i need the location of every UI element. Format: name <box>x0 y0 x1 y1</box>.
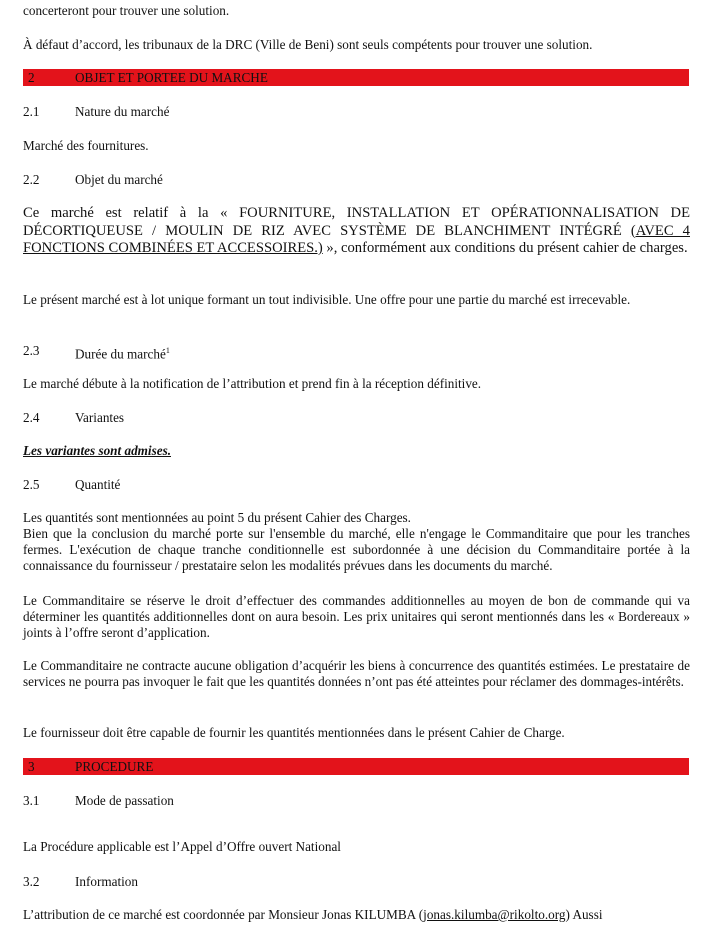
section-title: OBJET ET PORTEE DU MARCHE <box>75 70 268 85</box>
subsection-number: 2.2 <box>23 172 40 187</box>
subsection-title: Nature du marché <box>75 104 170 119</box>
subsection-title-text: Durée du marché <box>75 346 166 362</box>
subsection-title: Quantité <box>75 477 121 492</box>
section-title: PROCEDURE <box>75 759 154 774</box>
paragraph-quantite-2: Le Commanditaire se réserve le droit d’effectuer des commandes additionnelles au moyen de bon de commande qui va déterminer les quantités additionnelles dont on aura besoin. Les prix unitaires qui seront mentionnés dans les « Bordereaux » joints à l’offre seront d’application. <box>23 593 690 640</box>
paragraph-quantite-3: Le Commanditaire ne contracte aucune obligation d’acquérir les biens à concurrence des quantités estimées. Le prestataire de services ne pourra pas invoquer le fait que les quantités données n’ont pas été atteintes pour réclamer des dommages-intérêts. <box>23 658 690 689</box>
paragraph-lot: Le présent marché est à lot unique formant un tout indivisible. Une offre pour une partie du marché est irrecevable. <box>23 292 631 307</box>
objet-text: Ce marché est relatif à la « FOURNITURE, INSTALLATION ET OPÉRATIONNALISATION DE DÉCORTIQUEUSE / MOULIN DE RIZ AVEC SYSTÈME DE BLANCHIMENT INTÉGRÉ <box>23 205 690 239</box>
paragraph-nature: Marché des fournitures. <box>23 138 149 153</box>
information-text-end: ) Aussi <box>565 907 603 922</box>
subsection-number: 3.1 <box>23 793 40 808</box>
subsection-number: 3.2 <box>23 874 40 889</box>
paragraph-quantite-4: Le fournisseur doit être capable de fournir les quantités mentionnées dans le présent Cahier de Charge. <box>23 725 565 740</box>
subsection-number: 2.3 <box>23 343 40 358</box>
paragraph-information <box>23 907 690 923</box>
paragraph-variantes <box>23 443 690 459</box>
paragraph-continuation: concerteront pour trouver une solution. <box>23 3 230 18</box>
paragraph-duree: Le marché débute à la notification de l’attribution et prend fin à la réception définitive. <box>23 376 482 391</box>
paragraph-procedure: La Procédure applicable est l’Appel d’Offre ouvert National <box>23 839 341 854</box>
information-text: L’attribution de ce marché est coordonnée par Monsieur Jonas KILUMBA ( <box>23 907 424 922</box>
subsection-title <box>75 343 170 362</box>
subsection-number: 2.5 <box>23 477 40 492</box>
paragraph-quantite-1 <box>23 510 690 574</box>
subsection-title: Mode de passation <box>75 793 174 808</box>
subsection-title: Objet du marché <box>75 172 163 187</box>
subsection-title: Information <box>75 874 138 889</box>
subsection-number: 2.4 <box>23 410 40 425</box>
subsection-number: 2.1 <box>23 104 40 119</box>
paragraph-objet <box>23 205 690 258</box>
paragraph-jurisdiction: À défaut d’accord, les tribunaux de la DRC (Ville de Beni) sont seuls compétents pour trouver une solution. <box>23 37 593 52</box>
footnote-marker: 1 <box>165 346 170 355</box>
section-heading-2 <box>23 69 689 86</box>
email-link[interactable]: jonas.kilumba@rikolto.org <box>423 907 566 922</box>
variantes-text: Les variantes sont admises. <box>23 443 171 458</box>
section-heading-3 <box>23 758 689 775</box>
quantite-line: Les quantités sont mentionnées au point 5 du présent Cahier des Charges. <box>23 510 411 525</box>
section-number: 3 <box>28 759 35 774</box>
objet-underlined: (AVEC 4 FONCTIONS COMBINÉES ET ACCESSOIRES.) <box>23 222 690 256</box>
subsection-title: Variantes <box>75 410 125 425</box>
quantite-text: Bien que la conclusion du marché porte sur l'ensemble du marché, elle n'engage le Commanditaire que pour les tranches fermes. L'exécution de chaque tranche conditionnelle est subordonnée à une décision du Commanditaire portée à la connaissance du fournisseur / prestataire selon les modalités prévues dans les documents du marché. <box>23 526 690 573</box>
objet-text-end: », conformément aux conditions du présent cahier de charges. <box>322 240 688 256</box>
section-number: 2 <box>28 70 35 85</box>
